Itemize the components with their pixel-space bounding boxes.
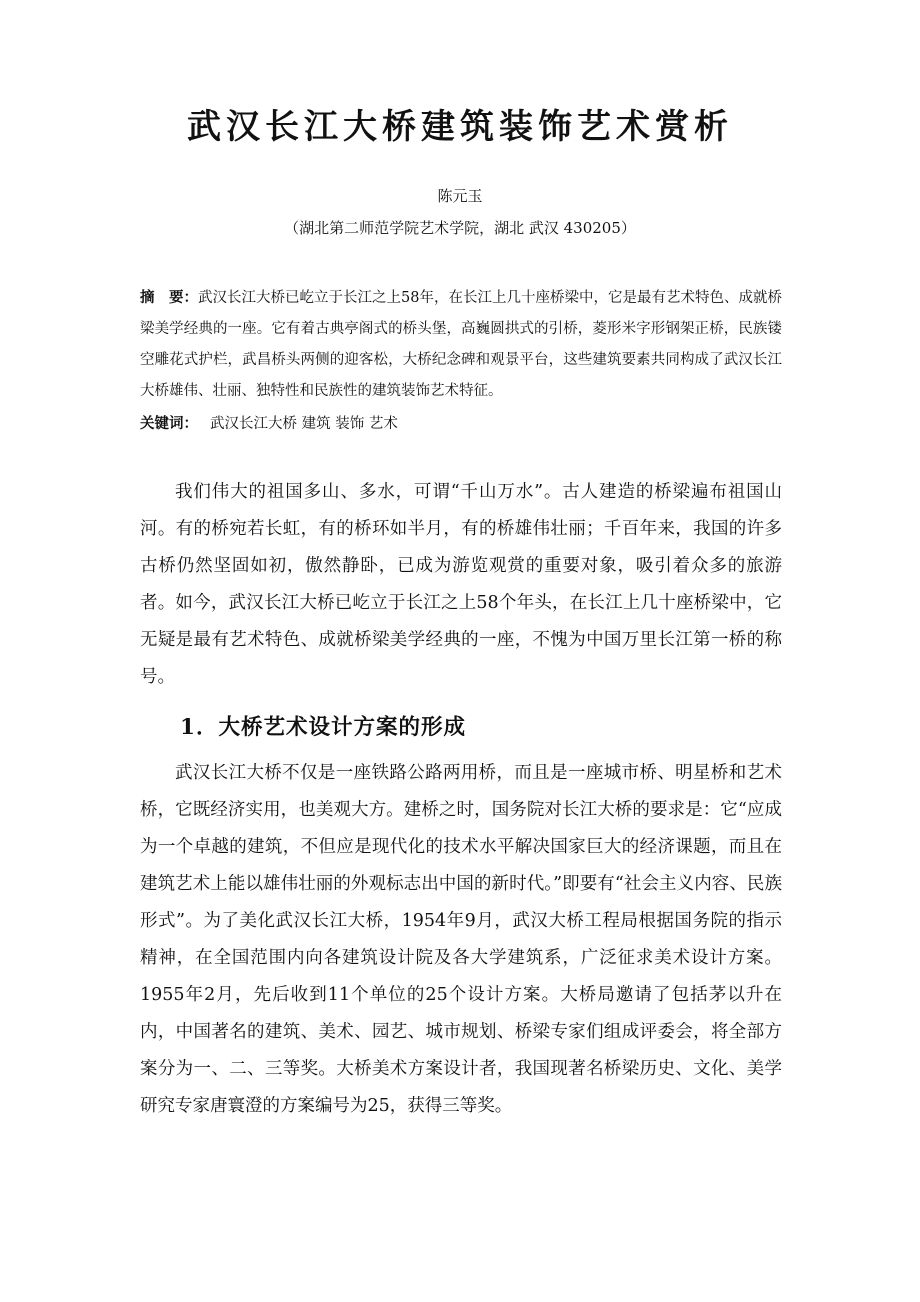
section-heading: 1．大桥艺术设计方案的形成 (180, 715, 466, 740)
keywords-label: 关键词： (140, 415, 198, 432)
keywords-block (140, 408, 782, 440)
author-affiliation: （湖北第二师范学院艺术学院，湖北 武汉 430205） (284, 219, 636, 237)
intro-paragraph: 我们伟大的祖国多山、多水，可谓“千山万水”。古人建造的桥梁遍布祖国山河。有的桥宛若长虹，有的桥环如半月，有的桥雄伟壮丽；千百年来，我国的许多古桥仍然坚固如初，傲然静卧，已成为游览观赏的重要对象，吸引着众多的旅游者。如今，武汉长江大桥已屹立于长江之上58个年头，在长江上几十座桥梁中，它无疑是最有艺术特色、成就桥梁美学经典的一座，不愧为中国万里长江第一桥的称号。 (140, 482, 782, 687)
author-name: 陈元玉 (437, 187, 483, 205)
page-title: 武汉长江大桥建筑装饰艺术赏析 (187, 107, 733, 147)
section-paragraph: 武汉长江大桥不仅是一座铁路公路两用桥，而且是一座城市桥、明星桥和艺术桥，它既经济实用，也美观大方。建桥之时，国务院对长江大桥的要求是：它“应成为一个卓越的建筑，不但应是现代化的技术水平解决国家巨大的经济课题，而且在建筑艺术上能以雄伟壮丽的外观标志出中国的新时代。”即要有“社会主义内容、民族形式”。为了美化武汉长江大桥，1954年9月，武汉大桥工程局根据国务院的指示精神，在全国范围内向各建筑设计院及各大学建筑系，广泛征求美术设计方案。1955年2月，先后收到11个单位的25个设计方案。大桥局邀请了包括茅以升在内，中国著名的建筑、美术、园艺、城市规划、桥梁专家们组成评委会，将全部方案分为一、二、三等奖。大桥美术方案设计者，我国现著名桥梁历史、文化、美学研究专家唐寰澄的方案编号为25，获得三等奖。 (140, 763, 782, 1116)
abstract-block (140, 282, 782, 407)
keywords-text: 武汉长江大桥 建筑 装饰 艺术 (210, 416, 398, 432)
abstract-text: 武汉长江大桥已屹立于长江之上58年，在长江上几十座桥梁中，它是最有艺术特色、成就桥梁美学经典的一座。它有着古典亭阁式的桥头堡，高巍圆拱式的引桥，菱形米字形钢架正桥，民族镂空雕花式护栏，武昌桥头两侧的迎客松，大桥纪念碑和观景平台，这些建筑要素共同构成了武汉长江大桥雄伟、壮丽、独特性和民族性的建筑装饰艺术特征。 (140, 290, 783, 399)
abstract-label: 摘 要： (140, 289, 199, 306)
